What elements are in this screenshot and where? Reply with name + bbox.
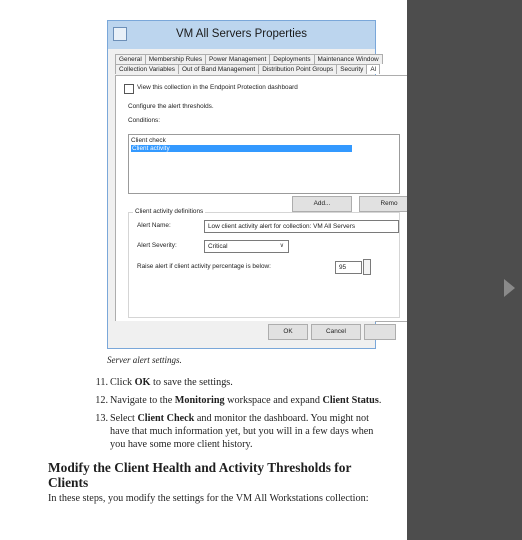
threshold-spinner[interactable] [363,259,371,275]
viewer-sidebar [407,0,522,540]
tab-general[interactable]: General [115,54,146,64]
list-item[interactable]: Client check [131,137,166,144]
tab-row-2 [115,64,379,74]
dialog-titlebar [108,21,375,49]
alert-name-field[interactable]: Low client activity alert for collection: VM All Servers [204,220,399,233]
apply-button[interactable] [364,324,396,340]
add-button[interactable]: Add... [292,196,352,212]
endpoint-protection-checkbox[interactable] [124,84,134,94]
tab-deployments[interactable]: Deployments [269,54,314,64]
list-item: 11. Click OK to save the settings. [95,377,233,388]
step-list [76,376,386,456]
conditions-list[interactable] [128,134,400,194]
alert-name-label: Alert Name: [137,222,171,229]
checkbox-label: View this collection in the Endpoint Protection dashboard [137,84,298,91]
group-label: Client activity definitions [135,208,204,215]
cancel-button[interactable]: Cancel [311,324,361,340]
remove-button[interactable]: Remo [359,196,419,212]
section-heading: Modify the Client Health and Activity Thresholds for Clients [48,460,352,490]
list-item: 13. Select Client Check and monitor the dashboard. You might not have that much information yet, but you will in a few days when you have some more client history. [95,413,374,450]
tab-distribution-point-groups[interactable]: Distribution Point Groups [258,64,337,74]
raise-alert-label: Raise alert if client activity percentage is below: [137,263,271,270]
alert-severity-value: Critical [208,243,228,250]
properties-dialog-screenshot [107,20,398,349]
tab-alerts[interactable]: Al [366,64,380,74]
tab-maintenance-window[interactable]: Maintenance Window [314,54,383,64]
figure-caption: Server alert settings. [107,355,182,365]
conditions-label: Conditions: [128,117,160,124]
next-page-icon[interactable] [504,279,515,297]
tab-row-1 [115,54,382,64]
client-activity-group [128,208,400,318]
dialog-button-bar [108,321,375,348]
tab-out-of-band-management[interactable]: Out of Band Management [178,64,259,74]
ok-button[interactable]: OK [268,324,308,340]
list-item: 12. Navigate to the Monitoring workspace and expand Client Status. [95,395,382,406]
threshold-input[interactable]: 95 [335,261,362,274]
alerts-panel [115,75,417,322]
alert-severity-label: Alert Severity: [137,242,177,249]
tab-membership-rules[interactable]: Membership Rules [145,54,206,64]
configure-text: Configure the alert thresholds. [128,103,214,110]
list-item-selected[interactable]: Client activity [131,145,352,152]
body-paragraph: In these steps, you modify the settings for the VM All Workstations collection: [48,493,369,504]
dialog-title: VM All Servers Properties [175,28,307,40]
alert-severity-select[interactable] [204,240,289,253]
tab-power-management[interactable]: Power Management [205,54,270,64]
tab-security[interactable]: Security [336,64,367,74]
tab-collection-variables[interactable]: Collection Variables [115,64,179,74]
chevron-down-icon: ∨ [279,243,284,249]
